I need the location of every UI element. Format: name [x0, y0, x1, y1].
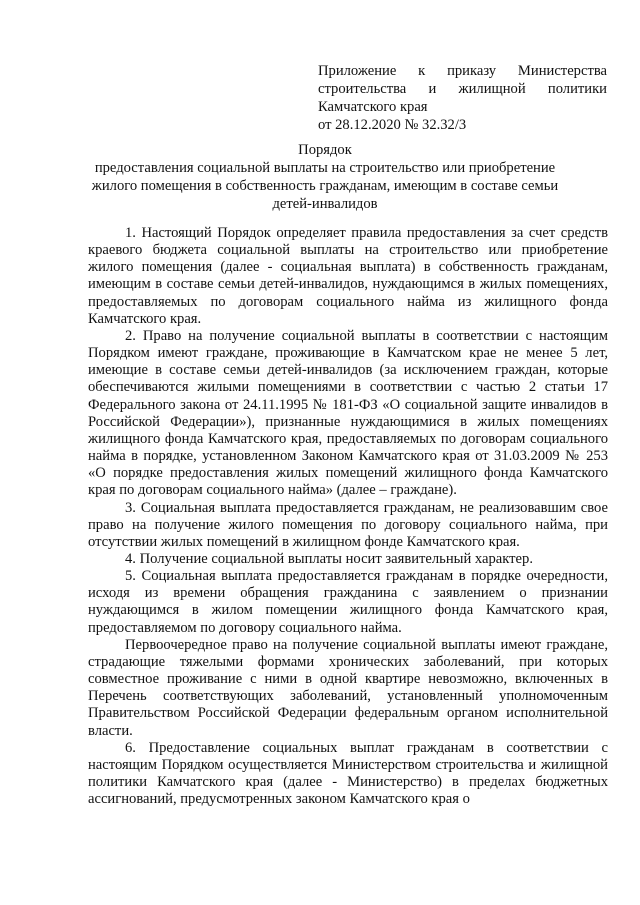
appendix-header [318, 62, 607, 134]
appendix-line-2: строительства и жилищной политики [318, 81, 607, 97]
title-line-3: детей-инвалидов [272, 196, 378, 212]
title-line-1: предоставления социальной выплаты на строительство или приобретение [94, 160, 556, 176]
paragraph-3: 3. Социальная выплата предоставляется гражданам, не реализовавшим свое право на получение жилого помещения по договору социального найма, при отсутствии жилых помещений в жилищном фонде Камчатского края. [88, 499, 608, 550]
paragraph-4: 4. Получение социальной выплаты носит заявительный характер. [125, 550, 533, 567]
title-heading: Порядок [298, 142, 352, 158]
title-line-2: жилого помещения в собственность гражданам, имеющим в составе семьи [91, 178, 559, 194]
appendix-line-1: Приложение к приказу Министерства [318, 63, 607, 79]
paragraph-6: 6. Предоставление социальных выплат гражданам в соответствии с настоящим Порядком осуществляется Министерством строительства и жилищной политики Камчатского края (далее - Министерство) в пределах бюджетных ассигнований, предусмотренных законом Камчатского края о [88, 739, 608, 808]
document-title [80, 141, 570, 213]
paragraph-5: 5. Социальная выплата предоставляется гражданам в порядке очередности, исходя из времени обращения гражданина с заявлением о признании нуждающимся в жилом помещении жилищного фонда Камчатского края, предоставляемом по договору социального найма. [88, 568, 608, 636]
paragraph-2: 2. Право на получение социальной выплаты в соответствии с настоящим Порядком имеют граждане, проживающие в Камчатском крае не менее 5 лет, имеющие в составе семьи детей-инвалидов (за исключением граждан, которые обеспечиваются жилыми помещениями в соответствии с частью 2 статьи 17 Федерального закона от 24.11.1995 № 181-ФЗ «О социальной защите инвалидов в Российской Федерации»), признанные нуждающимися в жилых помещениях жилищного фонда Камчатского края, предоставляемых по договорам социального найма в порядке, установленном Законом Камчатского края от 31.03.2009 № 253 «О порядке предоставления жилых помещений жилищного фонда Камчатского края по договорам социального найма» (далее – граждане). [88, 327, 608, 499]
paragraph-5-continued: Первоочередное право на получение социальной выплаты имеют граждане, страдающие тяжелыми формами хронических заболеваний, при которых совместное проживание с ними в одной квартире невозможно, включенных в Перечень соответствующих заболеваний, установленный уполномоченным Правительством Российской Федерации федеральным органом исполнительной власти. [88, 636, 608, 739]
appendix-line-4: от 28.12.2020 № 32.32/3 [318, 117, 467, 133]
appendix-line-3: Камчатского края [318, 99, 428, 115]
document-body [88, 225, 608, 808]
paragraph-1: 1. Настоящий Порядок определяет правила предоставления за счет средств краевого бюджета социальной выплаты на строительство или приобретение жилого помещения (далее - социальная выплата) в собственность гражданам, имеющим в составе семьи детей-инвалидов, нуждающимся в жилых помещениях, предоставляемых по договорам социального найма из жилищного фонда Камчатского края. [88, 225, 608, 327]
